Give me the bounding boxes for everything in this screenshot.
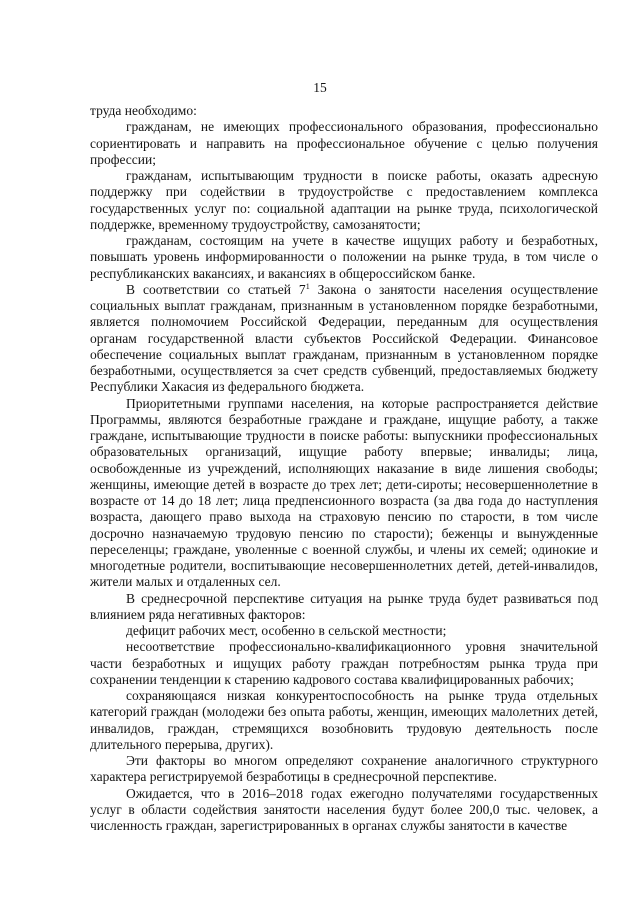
paragraph-job-deficit: дефицит рабочих мест, особенно в сельской местности;: [126, 623, 447, 638]
paragraph-forecast: Ожидается, что в 2016–2018 годах ежегодно получателями государственных услуг в области содействия занятости населения будут более 200,0 тыс. человек, а численность граждан, зарегистрированных в органах службы занятости в качестве: [90, 785, 598, 833]
social-payments-text-end: Закона о занятости населения осуществление социальных выплат гражданам, признанным в установленном порядке безработными, является полномочием Российской Федерации, переданным для осуществления органам государственной власти субъектов Российской Федерации. Финансовое обеспечение социальных выплат гражданам, признанным в установленном порядке безработными, осуществляется за счет средств субвенций, предоставляемых бюджету Республики Хакасия из федерального бюджета.: [90, 281, 599, 395]
document-body: [90, 103, 598, 834]
paragraph-registered-unemployed: гражданам, состоящим на учете в качестве ищущих работу и безработных, повышать уровень информированности о положении на рынке труда, в том числе о республиканских вакансиях, и вакансиях в общероссийском банке.: [90, 233, 598, 281]
paragraph-social-payments: [90, 282, 598, 396]
paragraph-priority-groups: Приоритетными группами населения, на которые распространяется действие Программы, являются безработные граждане и граждане, ищущие работу, а также граждане, испытывающие трудности в поиске работы: выпускники профессиональных образовательных организаций, ищущие работу впервые; инвалиды; лица, освобожденные из учреждений, исполняющих наказание в виде лишения свободы; женщины, имеющие детей в возрасте до трех лет; дети-сироты; несовершеннолетние в возрасте от 14 до 18 лет; лица предпенсионного возраста (за два года до наступления возраста, дающего право выхода на страховую пенсию по старости, в том числе досрочно назначаемую трудовую пенсию по старости); беженцы и вынужденные переселенцы; граждане, уволенные с военной службы, и члены их семей; одинокие и многодетные родители, воспитывающие несовершеннолетних детей, детей-инвалидов, жители малых и отдаленных сел.: [90, 395, 598, 590]
paragraph-low-competitiveness: сохраняющаяся низкая конкурентоспособность на рынке труда отдельных категорий граждан (молодежи без опыта работы, женщин, имеющих малолетних детей, инвалидов, граждан, стремящихся возобновить трудовую деятельность после длительного перерыва, других).: [90, 688, 598, 752]
paragraph-negative-factors-intro: В среднесрочной перспективе ситуация на рынке труда будет развиваться под влиянием ряда негативных факторов:: [90, 590, 598, 622]
paragraph-continuation: труда необходимо:: [90, 103, 197, 118]
social-payments-text-start: В соответствии со статьей 7: [126, 281, 306, 297]
page-number: 15: [313, 80, 327, 95]
paragraph-job-difficulty: гражданам, испытывающим трудности в поиске работы, оказать адресную поддержку при содействии в трудоустройстве с предоставлением комплекса государственных услуг по: социальной адаптации на рынке труда, психологической поддержке, временному трудоустройству, самозанятости;: [90, 168, 598, 232]
article-superscript: 1: [305, 281, 310, 291]
paragraph-no-education: гражданам, не имеющих профессионального образования, профессионально сориентировать и направить на профессиональное обучение с целью получения профессии;: [90, 119, 598, 167]
paragraph-structural-character: Эти факторы во многом определяют сохранение аналогичного структурного характера регистрируемой безработицы в среднесрочной перспективе.: [90, 753, 598, 785]
paragraph-qualification-mismatch: несоответствие профессионально-квалификационного уровня значительной части безработных и ищущих работу граждан потребностям рынка труда при сохранении тенденции к старению кадрового состава квалифицированных рабочих;: [90, 639, 598, 687]
